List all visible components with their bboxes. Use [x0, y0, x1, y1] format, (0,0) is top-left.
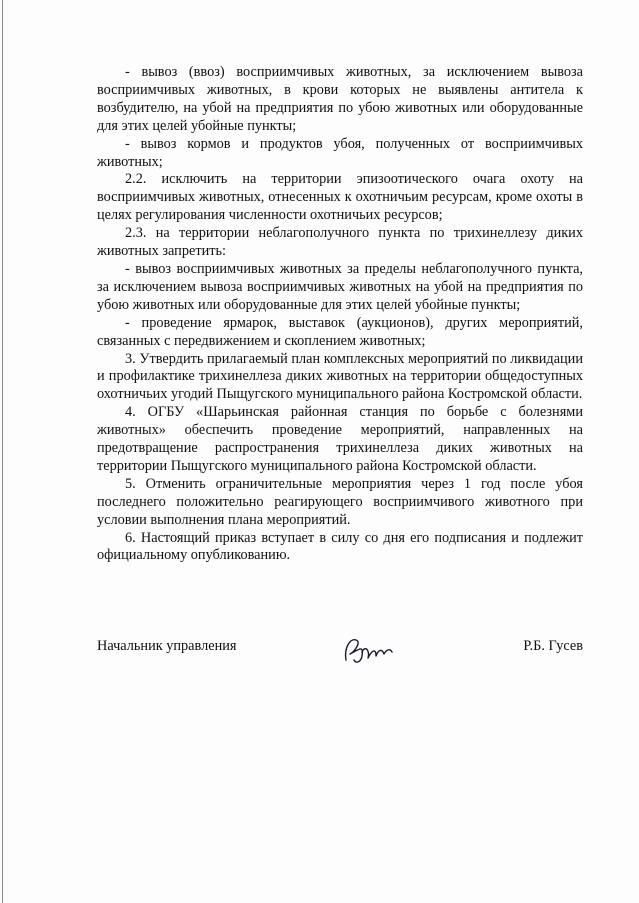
page-edge-line: [2, 0, 3, 903]
paragraph-5-cancel-restrictions: 5. Отменить ограничительные мероприятия через 1 год после убоя последнего положительно реагирующего восприимчивого животного при условии выполнения плана мероприятий.: [97, 475, 583, 528]
document-body: [97, 64, 583, 565]
paragraph-fairs-ban: - проведение ярмарок, выставок (аукционов), других мероприятий, связанных с передвижением и скоплением животных;: [97, 314, 583, 349]
paragraph-6-effective: 6. Настоящий приказ вступает в силу со дня его подписания и подлежит официальному опубликованию.: [97, 529, 583, 564]
paragraph-4-ogbu: 4. ОГБУ «Шарьинская районная станция по борьбе с болезнями животных» обеспечить проведение мероприятий, направленных на предотвращение распространения трихинеллеза диких животных на территории Пыщугского муниципального района Костромской области.: [97, 404, 583, 474]
paragraph-export-import-ban: - вывоз (ввоз) восприимчивых животных, за исключением вывоза восприимчивых животных, в крови которых не выявлены антитела к возбудителю, на убой на предприятия по убою животных или оборудованные для этих целей убойные пункты;: [97, 64, 583, 134]
paragraph-feed-export-ban: - вывоз кормов и продуктов убоя, полученных от восприимчивых животных;: [97, 135, 583, 170]
paragraph-2-2-hunting: 2.2. исключить на территории эпизоотического очага охоту на восприимчивых животных, отнесенных к охотничьим ресурсам, кроме охоты в целях регулирования численности охотничьих ресурсов;: [97, 171, 583, 224]
signature-block: [97, 630, 583, 670]
handwritten-signature: [340, 630, 400, 670]
paragraph-3-plan-approval: 3. Утвердить прилагаемый план комплексных мероприятий по ликвидации и профилактике трихинеллеза диких животных на территории общедоступных охотничьих угодий Пыщугского муниципального района Костромской области.: [97, 350, 583, 403]
paragraph-animal-export-ban: - вывоз восприимчивых животных за пределы неблагополучного пункта, за исключением вывоза восприимчивых животных на убой на предприятия по убою животных или оборудованные для этих целей убойные пункты;: [97, 260, 583, 313]
signatory-name: Р.Б. Гусев: [523, 638, 583, 654]
paragraph-2-3-prohibitions: 2.3. на территории неблагополучного пункта по трихинеллезу диких животных запретить:: [97, 225, 583, 260]
signatory-position: Начальник управления: [97, 638, 237, 654]
